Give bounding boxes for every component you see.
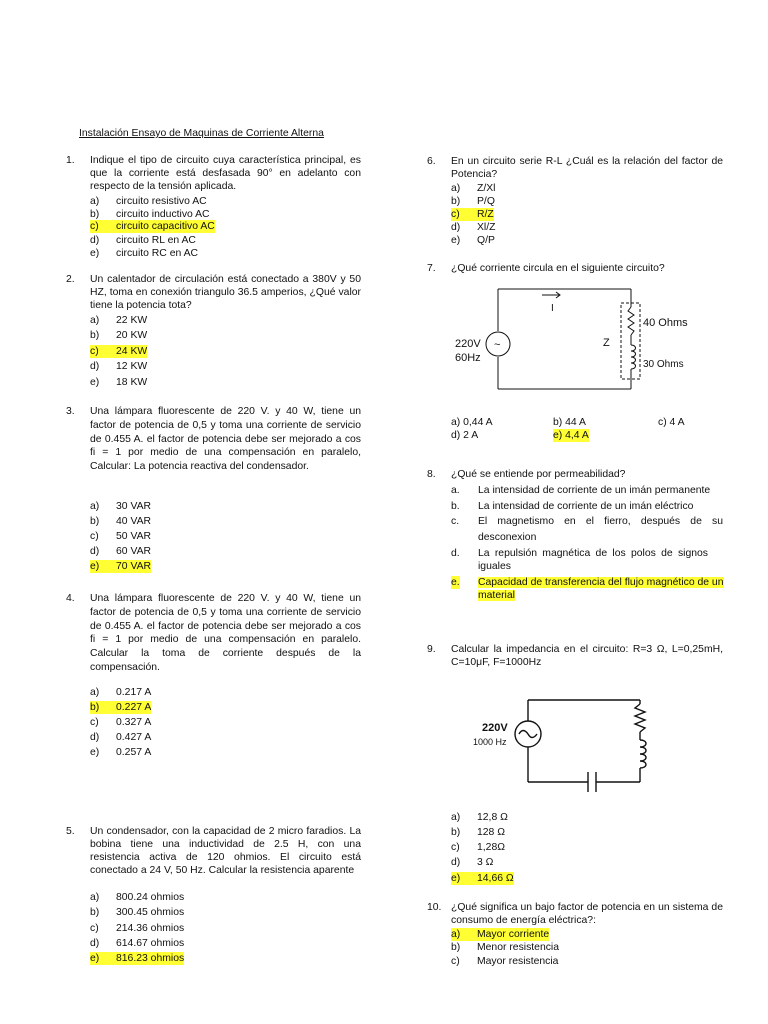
question-4-option-b-answer: b) 0.227 A — [90, 702, 152, 713]
question-7-option-a: a) 0,44 A — [451, 417, 493, 428]
question-4-option-d: d) 0.427 A — [90, 732, 152, 743]
question-7-text: ¿Qué corriente circula en el siguiente circuito? — [451, 263, 665, 274]
question-1-option-b: b) circuito inductivo AC — [90, 209, 210, 220]
question-1-option-c-answer: c) circuito capacitivo AC — [90, 221, 215, 232]
resistor-value-label: 40 Ohms — [643, 317, 688, 329]
question-4-number: 4. — [66, 593, 75, 604]
question-6-option-c-answer: c) R/Z — [451, 209, 494, 220]
question-10-option-b: b) Menor resistencia — [451, 942, 560, 953]
question-4-option-e: e) 0.257 A — [90, 747, 152, 758]
question-3-option-a: a) 30 VAR — [90, 501, 152, 512]
question-5-number: 5. — [66, 826, 75, 837]
question-10-option-c: c) Mayor resistencia — [451, 956, 559, 967]
question-2-option-e: e) 18 KW — [90, 377, 148, 388]
question-8-option-d: d. La repulsión magnética de los polos de signos iguales — [451, 548, 708, 572]
question-3-option-d: d) 60 VAR — [90, 546, 152, 557]
question-10-number: 10. — [427, 902, 442, 913]
question-1-text: Indique el tipo de circuito cuya característica principal, es que la corriente está desfasada 90° en adelanto con respecto de la tensión aplicada. — [90, 155, 361, 192]
question-3-option-b: b) 40 VAR — [90, 516, 152, 527]
question-2-text: Un calentador de circulación está conectado a 380V y 50 HZ, toma en conexión triangulo 36.5 amperios, ¿Qué valor tiene la potencia tota? — [90, 274, 361, 311]
q9-source-frequency-label: 1000 Hz — [473, 737, 507, 747]
question-7-option-e-answer: e) 4,4 A — [553, 430, 589, 441]
question-6-number: 6. — [427, 156, 436, 167]
question-5-option-d: d) 614.67 ohmios — [90, 938, 185, 949]
question-8-option-c: c. El magnetismo en el fierro, después de su desconexion — [451, 516, 723, 543]
question-5-option-e-answer: e) 816.23 ohmios — [90, 953, 185, 964]
question-1-number: 1. — [66, 155, 75, 166]
question-8-option-b: b. La intensidad de corriente de un imán eléctrico — [451, 500, 694, 512]
question-9-number: 9. — [427, 644, 436, 655]
question-4-option-a: a) 0.217 A — [90, 687, 152, 698]
document-title: Instalación Ensayo de Maquinas de Corriente Alterna — [79, 128, 324, 139]
q9-source-voltage-label: 220V — [482, 722, 508, 734]
question-2-option-c-answer: c) 24 KW — [90, 346, 148, 357]
source-frequency-label: 60Hz — [455, 352, 481, 364]
circuit-diagram-q9 — [470, 690, 670, 800]
question-1-option-d: d) circuito RL en AC — [90, 235, 196, 246]
question-5-option-b: b) 300.45 ohmios — [90, 907, 185, 918]
question-7-number: 7. — [427, 263, 436, 274]
question-8-text: ¿Qué se entiende por permeabilidad? — [451, 469, 626, 480]
question-9-text: Calcular la impedancia en el circuito: R=3 Ω, L=0,25mH, C=10μF, F=1000Hz — [451, 644, 723, 668]
question-7-option-b: b) 44 A — [553, 417, 586, 428]
impedance-label: Z — [603, 337, 610, 349]
question-3-option-c: c) 50 VAR — [90, 531, 152, 542]
question-5-option-c: c) 214.36 ohmios — [90, 923, 185, 934]
question-3-number: 3. — [66, 406, 75, 417]
inductor-value-label: 30 Ohms — [643, 359, 684, 370]
question-5-option-a: a) 800.24 ohmios — [90, 892, 185, 903]
question-8-option-e-answer: e. Capacidad de transferencia del flujo magnético de un material — [451, 577, 724, 601]
circuit-diagram-q7 — [450, 285, 710, 395]
question-2-option-d: d) 12 KW — [90, 361, 148, 372]
question-6-option-a: a) Z/Xl — [451, 183, 496, 194]
question-2-number: 2. — [66, 274, 75, 285]
question-8-option-a: a. La intensidad de corriente de un imán permanente — [451, 485, 711, 496]
question-8-number: 8. — [427, 469, 436, 480]
question-7-option-c: c) 4 A — [658, 417, 685, 428]
question-2-option-b: b) 20 KW — [90, 330, 148, 341]
question-5-text: Un condensador, con la capacidad de 2 micro faradios. La bobina tiene una inductividad de 2.5 H, con una resistencia activa de 120 ohmios. El circuito está conectado a 24 V, 50 Hz. Calcular la resistencia aparente — [90, 826, 361, 876]
question-2-option-a: a) 22 KW — [90, 315, 148, 326]
question-10-option-a-answer: a) Mayor corriente — [451, 929, 550, 940]
question-6-option-e: e) Q/P — [451, 235, 495, 246]
question-6-text: En un circuito serie R-L ¿Cuál es la relación del factor de Potencia? — [451, 156, 723, 180]
question-4-text: Una lámpara fluorescente de 220 V. y 40 W, tiene un factor de potencia de 0,5 y toma una corriente de servicio de 0.455 A. el factor de potencia debe ser mejorado a cos fi = 1 por medio de una compensación en paralelo. Calcular la toma de corriente después de la compensación. — [90, 593, 361, 673]
question-9-option-d: d) 3 Ω — [451, 857, 494, 868]
question-8-options — [451, 483, 723, 602]
question-7-option-d: d) 2 A — [451, 430, 479, 441]
question-1-option-e: e) circuito RC en AC — [90, 248, 198, 259]
question-4-option-c: c) 0.327 A — [90, 717, 152, 728]
question-9-option-c: c) 1,28Ω — [451, 842, 505, 853]
question-10-text: ¿Qué significa un bajo factor de potencia en un sistema de consumo de energía eléctrica?: — [451, 902, 723, 926]
question-9-option-e-answer: e) 14,66 Ω — [451, 873, 514, 884]
source-symbol: ~ — [494, 339, 501, 351]
question-3-text: Una lámpara fluorescente de 220 V. y 40 W, tiene un factor de potencia de 0,5 y toma una corriente de servicio de 0.455 A. el factor de potencia debe ser mejorado a cos fi = 1 por medio de una compensación en paralelo, Calcular: La potencia reactiva del condensador. — [90, 406, 361, 473]
question-9-option-a: a) 12,8 Ω — [451, 812, 508, 823]
current-label: I — [551, 303, 554, 314]
question-6-option-b: b) P/Q — [451, 196, 495, 207]
question-6-option-d: d) Xl/Z — [451, 222, 496, 233]
question-1-option-a: a) circuito resistivo AC — [90, 196, 207, 207]
source-voltage-label: 220V — [455, 338, 481, 350]
question-9-option-b: b) 128 Ω — [451, 827, 505, 838]
question-3-option-e-answer: e) 70 VAR — [90, 561, 152, 572]
